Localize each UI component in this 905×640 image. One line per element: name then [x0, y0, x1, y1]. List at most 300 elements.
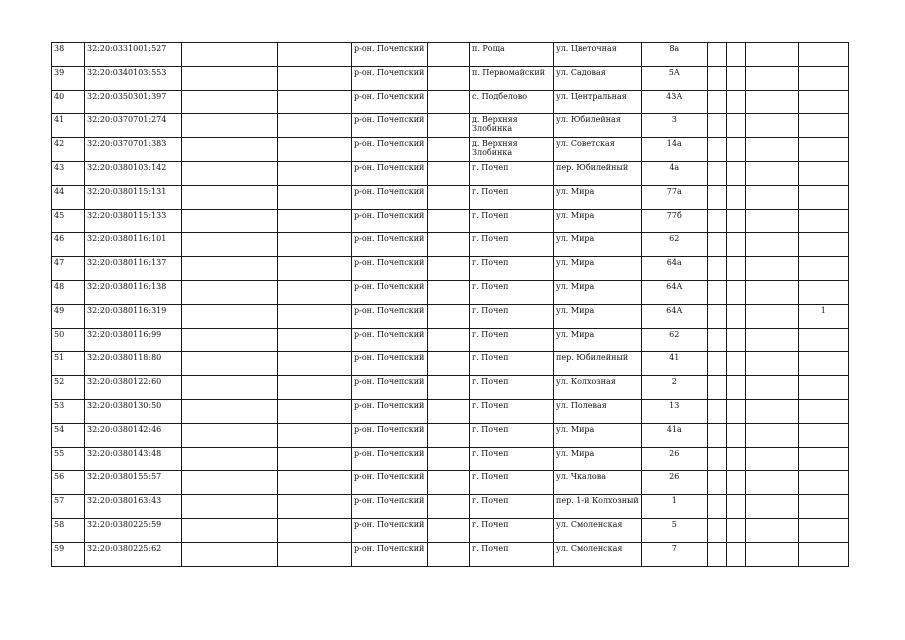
- empty-cell-e: [726, 399, 745, 423]
- table-row: [52, 209, 849, 233]
- empty-cell-c: [428, 518, 470, 542]
- locality-cell: г. Почеп: [470, 376, 554, 400]
- street-cell: ул. Мира: [554, 233, 642, 257]
- empty-cell-a: [182, 138, 278, 162]
- district-cell: р-он. Почепский: [352, 542, 428, 566]
- cadastral-number-cell: 32:20:0340103:553: [85, 66, 182, 90]
- row-number-cell: 39: [52, 66, 85, 90]
- empty-cell-d: [707, 257, 726, 281]
- locality-cell: д. Верхняя Злобинка: [470, 114, 554, 138]
- cadastral-number-cell: 32:20:0380116:319: [85, 304, 182, 328]
- empty-cell-e: [726, 280, 745, 304]
- empty-cell-a: [182, 90, 278, 114]
- locality-cell: г. Почеп: [470, 257, 554, 281]
- district-cell: р-он. Почепский: [352, 90, 428, 114]
- locality-cell: г. Почеп: [470, 447, 554, 471]
- table-row: [52, 376, 849, 400]
- empty-cell-c: [428, 209, 470, 233]
- cadastral-number-cell: 32:20:0380225:59: [85, 518, 182, 542]
- empty-cell-e: [726, 138, 745, 162]
- locality-cell: г. Почеп: [470, 280, 554, 304]
- street-cell: ул. Советская: [554, 138, 642, 162]
- district-cell: р-он. Почепский: [352, 304, 428, 328]
- empty-cell-d: [707, 495, 726, 519]
- district-cell: р-он. Почепский: [352, 185, 428, 209]
- empty-cell-a: [182, 185, 278, 209]
- empty-cell-a: [182, 352, 278, 376]
- cadastral-number-cell: 32:20:0380115:131: [85, 185, 182, 209]
- street-cell: ул. Мира: [554, 185, 642, 209]
- empty-cell-a: [182, 257, 278, 281]
- empty-cell-c: [428, 352, 470, 376]
- house-number-cell: 14а: [641, 138, 707, 162]
- empty-cell-f: [745, 518, 798, 542]
- empty-cell-f: [745, 138, 798, 162]
- empty-cell-b: [278, 138, 352, 162]
- table-row: [52, 43, 849, 67]
- empty-cell-b: [278, 399, 352, 423]
- empty-cell-b: [278, 542, 352, 566]
- house-number-cell: 77б: [641, 209, 707, 233]
- district-cell: р-он. Почепский: [352, 233, 428, 257]
- extra-value-cell: [798, 399, 848, 423]
- row-number-cell: 59: [52, 542, 85, 566]
- house-number-cell: 1: [641, 495, 707, 519]
- cadastral-number-cell: 32:20:0380116:138: [85, 280, 182, 304]
- empty-cell-e: [726, 352, 745, 376]
- district-cell: р-он. Почепский: [352, 114, 428, 138]
- extra-value-cell: [798, 138, 848, 162]
- empty-cell-b: [278, 280, 352, 304]
- empty-cell-e: [726, 257, 745, 281]
- row-number-cell: 45: [52, 209, 85, 233]
- empty-cell-f: [745, 90, 798, 114]
- street-cell: пер. Юбилейный: [554, 352, 642, 376]
- empty-cell-b: [278, 376, 352, 400]
- empty-cell-f: [745, 376, 798, 400]
- empty-cell-c: [428, 328, 470, 352]
- house-number-cell: 4а: [641, 161, 707, 185]
- cadastral-number-cell: 32:20:0370701:383: [85, 138, 182, 162]
- row-number-cell: 41: [52, 114, 85, 138]
- table-row: [52, 518, 849, 542]
- empty-cell-e: [726, 161, 745, 185]
- extra-value-cell: [798, 352, 848, 376]
- row-number-cell: 48: [52, 280, 85, 304]
- extra-value-cell: [798, 471, 848, 495]
- empty-cell-b: [278, 447, 352, 471]
- street-cell: ул. Мира: [554, 304, 642, 328]
- empty-cell-a: [182, 399, 278, 423]
- empty-cell-d: [707, 43, 726, 67]
- district-cell: р-он. Почепский: [352, 518, 428, 542]
- row-number-cell: 55: [52, 447, 85, 471]
- empty-cell-c: [428, 185, 470, 209]
- street-cell: ул. Садовая: [554, 66, 642, 90]
- empty-cell-a: [182, 43, 278, 67]
- empty-cell-c: [428, 257, 470, 281]
- table-row: [52, 399, 849, 423]
- empty-cell-e: [726, 43, 745, 67]
- house-number-cell: 43А: [641, 90, 707, 114]
- empty-cell-e: [726, 304, 745, 328]
- cadastral-number-cell: 32:20:0380116:137: [85, 257, 182, 281]
- row-number-cell: 46: [52, 233, 85, 257]
- district-cell: р-он. Почепский: [352, 43, 428, 67]
- row-number-cell: 51: [52, 352, 85, 376]
- district-cell: р-он. Почепский: [352, 280, 428, 304]
- empty-cell-d: [707, 399, 726, 423]
- table-row: [52, 161, 849, 185]
- empty-cell-b: [278, 495, 352, 519]
- house-number-cell: 64А: [641, 304, 707, 328]
- empty-cell-b: [278, 518, 352, 542]
- empty-cell-c: [428, 138, 470, 162]
- row-number-cell: 58: [52, 518, 85, 542]
- row-number-cell: 49: [52, 304, 85, 328]
- extra-value-cell: [798, 161, 848, 185]
- extra-value-cell: [798, 280, 848, 304]
- empty-cell-f: [745, 471, 798, 495]
- empty-cell-f: [745, 328, 798, 352]
- empty-cell-f: [745, 399, 798, 423]
- cadastral-number-cell: 32:20:0380115:133: [85, 209, 182, 233]
- table-row: [52, 185, 849, 209]
- empty-cell-d: [707, 66, 726, 90]
- extra-value-cell: [798, 495, 848, 519]
- street-cell: ул. Колхозная: [554, 376, 642, 400]
- district-cell: р-он. Почепский: [352, 399, 428, 423]
- district-cell: р-он. Почепский: [352, 161, 428, 185]
- empty-cell-b: [278, 161, 352, 185]
- empty-cell-c: [428, 90, 470, 114]
- house-number-cell: 2: [641, 376, 707, 400]
- empty-cell-c: [428, 66, 470, 90]
- table-row: [52, 114, 849, 138]
- district-cell: р-он. Почепский: [352, 447, 428, 471]
- house-number-cell: 13: [641, 399, 707, 423]
- house-number-cell: 64А: [641, 280, 707, 304]
- empty-cell-d: [707, 518, 726, 542]
- empty-cell-c: [428, 233, 470, 257]
- row-number-cell: 57: [52, 495, 85, 519]
- empty-cell-e: [726, 376, 745, 400]
- cadastral-number-cell: 32:20:0370701:274: [85, 114, 182, 138]
- locality-cell: п. Роща: [470, 43, 554, 67]
- district-cell: р-он. Почепский: [352, 209, 428, 233]
- cadastral-number-cell: 32:20:0380143:48: [85, 447, 182, 471]
- district-cell: р-он. Почепский: [352, 352, 428, 376]
- empty-cell-a: [182, 495, 278, 519]
- locality-cell: г. Почеп: [470, 304, 554, 328]
- registry-table-wrapper: [51, 42, 849, 567]
- empty-cell-b: [278, 328, 352, 352]
- extra-value-cell: [798, 66, 848, 90]
- extra-value-cell: [798, 209, 848, 233]
- empty-cell-c: [428, 447, 470, 471]
- locality-cell: г. Почеп: [470, 495, 554, 519]
- house-number-cell: 5А: [641, 66, 707, 90]
- street-cell: пер. Юбилейный: [554, 161, 642, 185]
- empty-cell-d: [707, 352, 726, 376]
- extra-value-cell: [798, 518, 848, 542]
- empty-cell-a: [182, 209, 278, 233]
- street-cell: пер. 1-й Колхозный: [554, 495, 642, 519]
- street-cell: ул. Мира: [554, 280, 642, 304]
- locality-cell: г. Почеп: [470, 352, 554, 376]
- empty-cell-f: [745, 66, 798, 90]
- empty-cell-d: [707, 185, 726, 209]
- cadastral-number-cell: 32:20:0380122:60: [85, 376, 182, 400]
- table-row: [52, 423, 849, 447]
- street-cell: ул. Центральная: [554, 90, 642, 114]
- empty-cell-a: [182, 447, 278, 471]
- locality-cell: г. Почеп: [470, 542, 554, 566]
- empty-cell-d: [707, 138, 726, 162]
- empty-cell-a: [182, 114, 278, 138]
- extra-value-cell: [798, 376, 848, 400]
- empty-cell-a: [182, 161, 278, 185]
- locality-cell: д. Верхняя Злобинка: [470, 138, 554, 162]
- empty-cell-b: [278, 471, 352, 495]
- locality-cell: г. Почеп: [470, 328, 554, 352]
- cadastral-number-cell: 32:20:0380103:142: [85, 161, 182, 185]
- locality-cell: г. Почеп: [470, 423, 554, 447]
- house-number-cell: 3: [641, 114, 707, 138]
- empty-cell-d: [707, 328, 726, 352]
- table-row: [52, 233, 849, 257]
- empty-cell-f: [745, 304, 798, 328]
- table-row: [52, 495, 849, 519]
- house-number-cell: 77а: [641, 185, 707, 209]
- table-row: [52, 447, 849, 471]
- house-number-cell: 62: [641, 328, 707, 352]
- street-cell: ул. Юбилейная: [554, 114, 642, 138]
- extra-value-cell: [798, 328, 848, 352]
- extra-value-cell: [798, 90, 848, 114]
- empty-cell-e: [726, 328, 745, 352]
- empty-cell-f: [745, 114, 798, 138]
- empty-cell-d: [707, 376, 726, 400]
- table-row: [52, 542, 849, 566]
- empty-cell-c: [428, 280, 470, 304]
- empty-cell-a: [182, 66, 278, 90]
- extra-value-cell: [798, 542, 848, 566]
- empty-cell-b: [278, 43, 352, 67]
- row-number-cell: 38: [52, 43, 85, 67]
- street-cell: ул. Полевая: [554, 399, 642, 423]
- empty-cell-e: [726, 518, 745, 542]
- cadastral-number-cell: 32:20:0380130:50: [85, 399, 182, 423]
- empty-cell-d: [707, 233, 726, 257]
- empty-cell-a: [182, 542, 278, 566]
- cadastral-number-cell: 32:20:0380163:43: [85, 495, 182, 519]
- empty-cell-a: [182, 471, 278, 495]
- street-cell: ул. Смоленская: [554, 518, 642, 542]
- district-cell: р-он. Почепский: [352, 471, 428, 495]
- empty-cell-c: [428, 495, 470, 519]
- empty-cell-f: [745, 280, 798, 304]
- cadastral-number-cell: 32:20:0380118:80: [85, 352, 182, 376]
- street-cell: ул. Мира: [554, 209, 642, 233]
- street-cell: ул. Мира: [554, 447, 642, 471]
- row-number-cell: 44: [52, 185, 85, 209]
- extra-value-cell: 1: [798, 304, 848, 328]
- empty-cell-e: [726, 447, 745, 471]
- empty-cell-e: [726, 90, 745, 114]
- empty-cell-d: [707, 447, 726, 471]
- empty-cell-e: [726, 471, 745, 495]
- empty-cell-c: [428, 542, 470, 566]
- house-number-cell: 64а: [641, 257, 707, 281]
- table-body: [52, 43, 849, 567]
- empty-cell-f: [745, 233, 798, 257]
- house-number-cell: 26: [641, 447, 707, 471]
- empty-cell-c: [428, 471, 470, 495]
- district-cell: р-он. Почепский: [352, 138, 428, 162]
- empty-cell-c: [428, 423, 470, 447]
- house-number-cell: 62: [641, 233, 707, 257]
- table-row: [52, 328, 849, 352]
- locality-cell: г. Почеп: [470, 518, 554, 542]
- table-row: [52, 352, 849, 376]
- empty-cell-e: [726, 114, 745, 138]
- property-registry-table: [51, 42, 849, 567]
- district-cell: р-он. Почепский: [352, 66, 428, 90]
- empty-cell-c: [428, 399, 470, 423]
- empty-cell-e: [726, 423, 745, 447]
- empty-cell-c: [428, 43, 470, 67]
- empty-cell-f: [745, 43, 798, 67]
- house-number-cell: 7: [641, 542, 707, 566]
- house-number-cell: 5: [641, 518, 707, 542]
- empty-cell-f: [745, 447, 798, 471]
- empty-cell-c: [428, 161, 470, 185]
- table-row: [52, 304, 849, 328]
- table-row: [52, 257, 849, 281]
- empty-cell-a: [182, 233, 278, 257]
- empty-cell-b: [278, 257, 352, 281]
- extra-value-cell: [798, 447, 848, 471]
- empty-cell-a: [182, 376, 278, 400]
- empty-cell-c: [428, 376, 470, 400]
- cadastral-number-cell: 32:20:0380155:57: [85, 471, 182, 495]
- district-cell: р-он. Почепский: [352, 376, 428, 400]
- empty-cell-a: [182, 423, 278, 447]
- locality-cell: г. Почеп: [470, 185, 554, 209]
- row-number-cell: 53: [52, 399, 85, 423]
- empty-cell-b: [278, 209, 352, 233]
- row-number-cell: 42: [52, 138, 85, 162]
- house-number-cell: 41: [641, 352, 707, 376]
- row-number-cell: 50: [52, 328, 85, 352]
- street-cell: ул. Мира: [554, 328, 642, 352]
- empty-cell-f: [745, 161, 798, 185]
- empty-cell-d: [707, 209, 726, 233]
- empty-cell-d: [707, 542, 726, 566]
- table-row: [52, 66, 849, 90]
- row-number-cell: 47: [52, 257, 85, 281]
- empty-cell-b: [278, 90, 352, 114]
- empty-cell-d: [707, 114, 726, 138]
- house-number-cell: 41а: [641, 423, 707, 447]
- empty-cell-d: [707, 423, 726, 447]
- empty-cell-f: [745, 542, 798, 566]
- district-cell: р-он. Почепский: [352, 328, 428, 352]
- house-number-cell: 8а: [641, 43, 707, 67]
- cadastral-number-cell: 32:20:0380116:99: [85, 328, 182, 352]
- empty-cell-e: [726, 233, 745, 257]
- table-row: [52, 280, 849, 304]
- extra-value-cell: [798, 185, 848, 209]
- empty-cell-f: [745, 257, 798, 281]
- empty-cell-b: [278, 423, 352, 447]
- empty-cell-c: [428, 304, 470, 328]
- empty-cell-a: [182, 304, 278, 328]
- empty-cell-b: [278, 66, 352, 90]
- street-cell: ул. Мира: [554, 257, 642, 281]
- extra-value-cell: [798, 233, 848, 257]
- table-row: [52, 471, 849, 495]
- cadastral-number-cell: 32:20:0380225:62: [85, 542, 182, 566]
- street-cell: ул. Смоленская: [554, 542, 642, 566]
- house-number-cell: 26: [641, 471, 707, 495]
- empty-cell-f: [745, 185, 798, 209]
- street-cell: ул. Мира: [554, 423, 642, 447]
- locality-cell: г. Почеп: [470, 233, 554, 257]
- locality-cell: с. Подбелово: [470, 90, 554, 114]
- empty-cell-a: [182, 328, 278, 352]
- empty-cell-e: [726, 542, 745, 566]
- cadastral-number-cell: 32:20:0331001:527: [85, 43, 182, 67]
- empty-cell-f: [745, 423, 798, 447]
- empty-cell-b: [278, 304, 352, 328]
- empty-cell-f: [745, 209, 798, 233]
- table-row: [52, 138, 849, 162]
- empty-cell-d: [707, 280, 726, 304]
- district-cell: р-он. Почепский: [352, 495, 428, 519]
- row-number-cell: 56: [52, 471, 85, 495]
- empty-cell-e: [726, 209, 745, 233]
- empty-cell-d: [707, 161, 726, 185]
- street-cell: ул. Чкалова: [554, 471, 642, 495]
- empty-cell-f: [745, 352, 798, 376]
- extra-value-cell: [798, 423, 848, 447]
- table-row: [52, 90, 849, 114]
- empty-cell-a: [182, 518, 278, 542]
- row-number-cell: 40: [52, 90, 85, 114]
- empty-cell-b: [278, 114, 352, 138]
- empty-cell-e: [726, 185, 745, 209]
- empty-cell-d: [707, 471, 726, 495]
- empty-cell-e: [726, 66, 745, 90]
- empty-cell-d: [707, 90, 726, 114]
- locality-cell: п. Первомайский: [470, 66, 554, 90]
- locality-cell: г. Почеп: [470, 209, 554, 233]
- district-cell: р-он. Почепский: [352, 423, 428, 447]
- cadastral-number-cell: 32:20:0350301:397: [85, 90, 182, 114]
- cadastral-number-cell: 32:20:0380116:101: [85, 233, 182, 257]
- empty-cell-b: [278, 352, 352, 376]
- locality-cell: г. Почеп: [470, 399, 554, 423]
- empty-cell-d: [707, 304, 726, 328]
- row-number-cell: 43: [52, 161, 85, 185]
- empty-cell-f: [745, 495, 798, 519]
- district-cell: р-он. Почепский: [352, 257, 428, 281]
- row-number-cell: 52: [52, 376, 85, 400]
- extra-value-cell: [798, 114, 848, 138]
- empty-cell-b: [278, 185, 352, 209]
